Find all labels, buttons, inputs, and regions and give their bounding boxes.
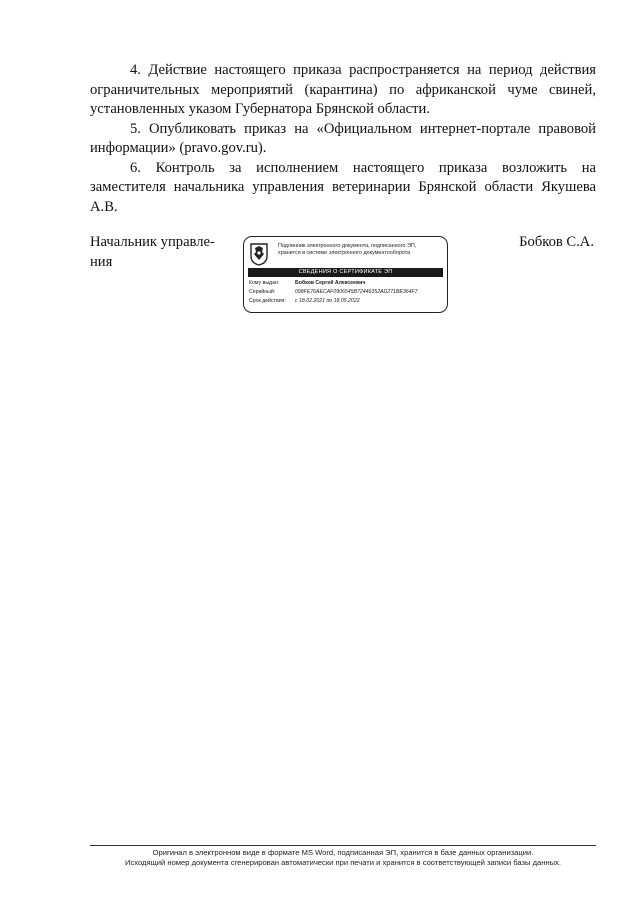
paragraph-4: 4. Действие настоящего приказа распространяется на период действия ограничительных мероприятий (карантина) по африканской чуме свиней, установленных указом Губернатора Брянской области. xyxy=(90,62,596,117)
footer-divider xyxy=(90,845,596,846)
stamp-validity-value: с 18.02.2021 по 18.05.2022 xyxy=(295,298,360,304)
stamp-owner-value: Бобков Сергей Алексеевич xyxy=(295,280,366,286)
paragraph-5: 5. Опубликовать приказ на «Официальном интернет-портале правовой информации» (pravo.gov.ru). xyxy=(90,120,596,156)
coat-of-arms-icon xyxy=(250,242,268,266)
electronic-signature-stamp xyxy=(243,236,448,313)
footer-line1: Оригинал в электронном виде в формате MS Word, подписанная ЭП, хранится в базе данных организации. xyxy=(152,848,534,857)
stamp-note-line1: Подлинник электронного документа, подписанного ЭП, xyxy=(278,243,417,249)
stamp-serial-value: 098FE76AECAF0906545B72446352AD271BE364F7 xyxy=(295,289,418,295)
stamp-owner-label: Кому выдан: xyxy=(249,280,280,286)
stamp-owner-row xyxy=(249,280,365,287)
footer-line2: Исходящий номер документа сгенерирован автоматически при печати и хранится в соответствующей записи базы данных. xyxy=(124,858,561,867)
paragraph-6: 6. Контроль за исполнением настоящего приказа возложить на заместителя начальника управления ветеринарии Брянской области Якушева А.В. xyxy=(90,159,596,215)
signatory-position-line1: Начальник управле- xyxy=(90,234,215,250)
stamp-note xyxy=(278,243,444,257)
stamp-header: СВЕДЕНИЯ О СЕРТИФИКАТЕ ЭП xyxy=(248,268,443,277)
signatory-position xyxy=(90,233,240,272)
stamp-serial-label: Серийный: xyxy=(249,289,276,295)
stamp-validity-row xyxy=(249,298,360,305)
stamp-validity-label: Срок действия: xyxy=(249,298,286,304)
stamp-serial-row xyxy=(249,289,418,296)
order-body xyxy=(90,61,596,217)
stamp-note-line2: хранится в системе электронного документооборота xyxy=(278,250,411,256)
footer xyxy=(60,848,626,868)
signatory-name: Бобков С.А. xyxy=(519,234,594,250)
signatory-position-line2: ния xyxy=(90,253,113,270)
